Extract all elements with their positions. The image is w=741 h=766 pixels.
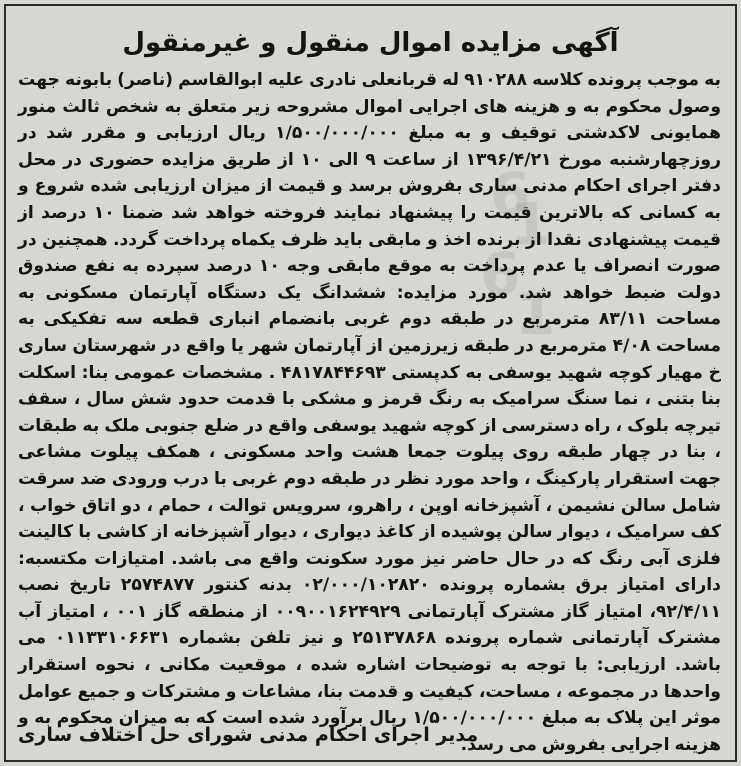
signature-text: مدیر اجرای احکام مدنی شورای حل اختلاف ساری <box>18 724 479 746</box>
watermark: 6 1 6 1 <box>480 160 556 348</box>
notice-body: به موجب پرونده کلاسه ۹۱۰۲۸۸ له قربانعلی نادری علیه ابوالقاسم (ناصر) بابونه جهت وصول محکوم به و هزینه های اجرایی اموال مشروحه زیر متعلق به شخص ثالث منور همایونی لاکدشتی توقیف و به مبلغ ۱/۵۰۰/۰۰۰/۰۰۰ ریال ارزیابی و مقرر شد در روزچهارشنبه مورخ ۱۳۹۶/۴/۲۱ از ساعت ۹ الی ۱۰ از طریق مزایده حضوری در محل دفتر اجرای احکام مدنی ساری بفروش برسد و قیمت از میزان ارزیابی شده شروع و به کسانی که بالاترین قیمت را پیشنهاد نمایند فروخته خواهد شد ضمنا ۱۰ درصد از قیمت پیشنهادی نقدا از برنده اخذ و مابقی باید ظرف یکماه پرداخت گردد. همچنین در صورت انصراف یا عدم پرداخت به موقع مابقی وجه ۱۰ درصد سپرده به نفع صندوق دولت ضبط خواهد شد. مورد مزایده: ششدانگ یک دستگاه آپارتمان مسکونی به مساحت ۸۳/۱۱ مترمربع در طبقه دوم غربی بانضمام انباری قطعه سه تفکیکی به مساحت ۴/۰۸ مترمربع در طبقه زیرزمین از آپارتمان شهر یا واقع در شهرستان ساری خ مهیار کوچه شهید یوسفی به کدپستی ۴۸۱۷۸۴۴۶۹۳ . مشخصات عمومی بنا: اسکلت بنا بتنی ، نما سنگ سرامیک به رنگ قرمز و مشکی با قدمت حدود شش سال ، سقف تیرچه بلوک ، راه دسترسی از کوچه شهید یوسفی واقع در ضلع جنوبی ملک به طبقات ، بنا در چهار طبقه روی پیلوت جمعا هشت واحد مسکونی ، همکف پیلوت مشاعی جهت استقرار پارکینگ ، واحد مورد نظر در طبقه دوم غربی با درب ورودی ضد سرقت شامل سالن نشیمن ، آشپزخانه اوپن ، راهرو، سرویس توالت ، حمام ، دو اتاق خواب ، کف سرامیک ، دیوار سالن پوشیده از کاغذ دیواری ، دیوار آشپزخانه از کاشی با کالینت فلزی آبی رنگ که در حال حاضر نیز مورد سکونت واقع می باشد. امتیازات مکتسبه: دارای امتیاز برق بشماره پرونده ۰۲/۰۰۰/۱۰۲۸۲۰ بدنه کنتور ۲۵۷۴۸۷۷ تاریخ نصب ۹۲/۴/۱۱، امتیاز گاز مشترک آپارتمانی ۰۰۹۰۰۱۶۲۴۹۲۹ از منطقه گاز ۰۰۱ ، امتیاز آب مشترک آپارتمانی شماره پرونده ۲۵۱۳۷۸۶۸ و نیز تلفن بشماره ۰۱۱۳۳۱۰۶۶۳۱ می باشد. ارزیابی: با توجه به توضیحات اشاره شده ، موقعیت مکانی ، نحوه استقرار واحدها در مجموعه ، مساحت، کیفیت و قدمت بنا، مشاعات و مشترکات و جمیع عوامل موثر این پلاک به مبلغ ۱/۵۰۰/۰۰۰/۰۰۰ ریال برآورد شده است که به میزان محکوم به و هزینه اجرایی بفروش می رسد. <box>18 70 722 755</box>
notice-signature <box>18 722 719 748</box>
notice-title: آگهی مزایده اموال منقول و غیرمنقول <box>122 28 619 58</box>
